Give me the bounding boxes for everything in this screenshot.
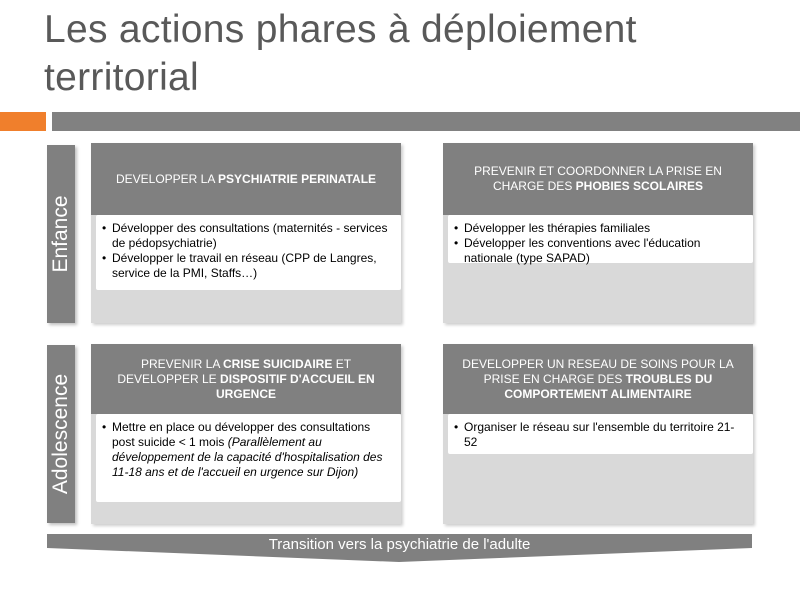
- row-label-text: Enfance: [49, 195, 72, 273]
- card-header: [91, 143, 401, 215]
- slide-title: [44, 6, 784, 102]
- card-header-bold: PHOBIES SCOLAIRES: [575, 179, 704, 193]
- list-item-text: Mettre en place ou développer des consultations post suicide < 1 mois: [112, 420, 371, 449]
- card-body: [96, 215, 401, 290]
- card-body: [448, 215, 753, 263]
- list-item: • Développer des consultations (maternités - services de pédopsychiatrie): [102, 221, 393, 251]
- row-label-adolescence: [47, 345, 75, 523]
- card-header-text: ET DEVELOPPER LE: [117, 356, 352, 386]
- list-item: • Développer les conventions avec l'éducation nationale (type SAPAD): [454, 236, 745, 266]
- card-header-text: DEVELOPPER UN RESEAU DE SOINS POUR LA PRISE EN CHARGE DES: [462, 356, 734, 386]
- card-header-text: PREVENIR LA: [140, 356, 223, 371]
- list-item: • Développer les thérapies familiales: [454, 221, 745, 236]
- list-item: [102, 420, 393, 480]
- transition-label: Transition vers la psychiatrie de l'adulte: [268, 536, 531, 553]
- list-item: • Développer le travail en réseau (CPP de Langres, service de la PMI, Staffs…): [102, 251, 393, 281]
- card-tca: [443, 344, 753, 524]
- card-header-bold: CRISE SUICIDAIRE: [223, 356, 333, 371]
- accent-bar: [0, 112, 46, 131]
- row-label-enfance: [47, 145, 75, 323]
- list-item: • Organiser le réseau sur l'ensemble du territoire 21-52: [454, 420, 745, 450]
- list-item-note: (Parallèlement au développement de la capacité d'hospitalisation des 11-18 ans et de l'accueil en urgence sur Dijon): [112, 435, 383, 479]
- card-phobies: [443, 143, 753, 323]
- title-line-2: territorial: [44, 56, 199, 99]
- card-header-text: DEVELOPPER LA: [115, 171, 219, 186]
- card-perinatale: [91, 143, 401, 323]
- card-body: [448, 414, 753, 454]
- card-header: [443, 344, 753, 414]
- title-line-1: Les actions phares à déploiement: [44, 8, 637, 51]
- card-body: [96, 414, 401, 502]
- title-underline-bar: [52, 112, 800, 131]
- card-header: [443, 143, 753, 215]
- card-header-bold: TROUBLES DU COMPORTEMENT ALIMENTAIRE: [504, 371, 713, 401]
- card-header: [91, 344, 401, 414]
- card-header-text: PREVENIR ET COORDONNER LA PRISE EN CHARGE DES: [474, 164, 722, 193]
- row-label-text: Adolescence: [49, 373, 72, 495]
- card-header-bold: PSYCHIATRIE PERINATALE: [218, 171, 377, 186]
- card-crise-suicidaire: [91, 344, 401, 524]
- card-header-bold: DISPOSITIF D'ACCUEIL EN URGENCE: [215, 371, 375, 401]
